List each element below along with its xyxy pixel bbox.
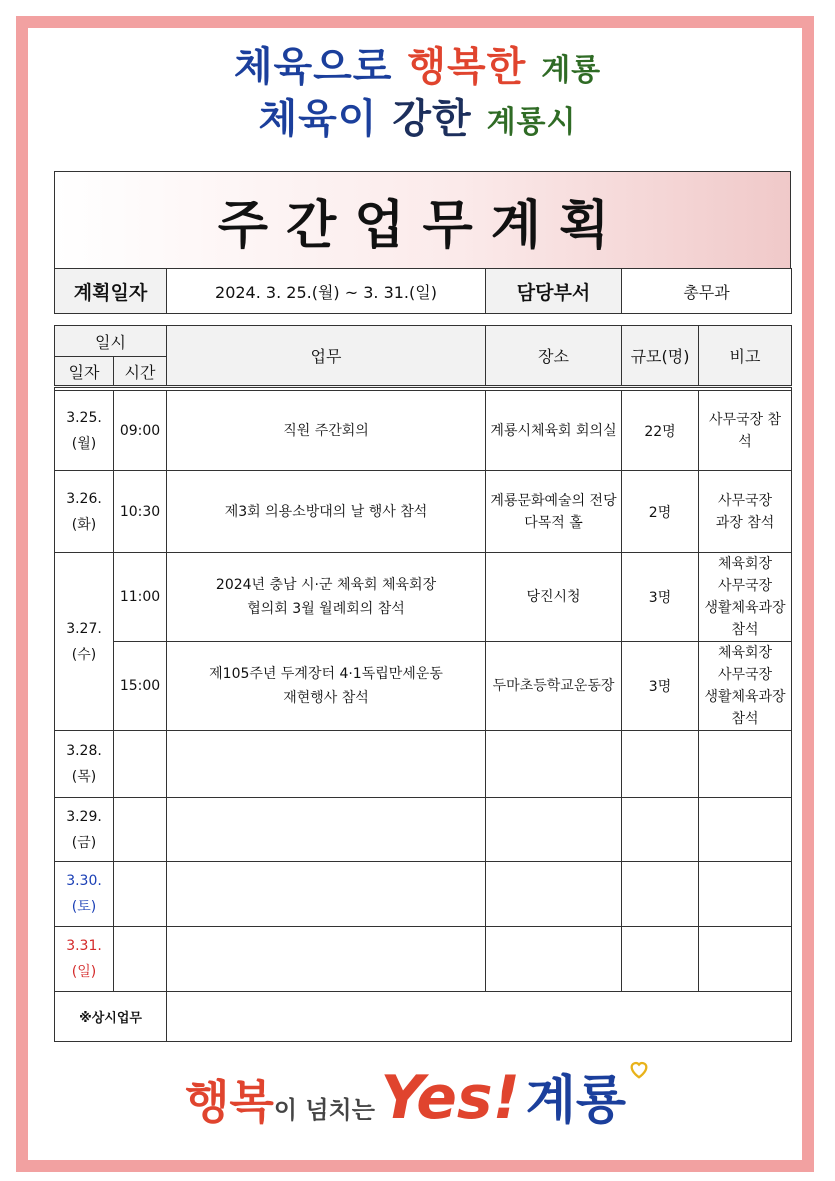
table-row [55,927,792,992]
bottom-slogan-b: 이 넘치는 [273,1096,375,1124]
schedule-table [54,325,792,1042]
row-place: 계룡시체육회 회의실 [486,391,622,471]
table-row [55,731,792,798]
bottom-slogan [0,1058,835,1133]
row-date: 3.27. (수) [55,553,114,731]
row-task: 직원 주간회의 [167,391,486,471]
row-task: 제3회 의용소방대의 날 행사 참석 [167,471,486,553]
row-task: 제105주년 두계장터 4·1독립만세운동 재현행사 참석 [167,642,486,731]
row-note: 사무국장 과장 참석 [699,471,792,553]
row-place: 당진시청 [486,553,622,642]
header-time: 시간 [114,357,167,387]
slogan-2-part-c: 계룡시 [486,105,577,140]
row-scale: 22명 [622,391,699,471]
row-time: 11:00 [114,553,167,642]
row-note: 사무국장 참석 [699,391,792,471]
table-row [55,642,792,731]
routine-label: ※상시업무 [55,992,167,1042]
row-note: 체육회장 사무국장 생활체육과장 참석 [699,642,792,731]
table-row [55,553,792,642]
plan-date-label: 계획일자 [55,269,167,314]
row-scale: 3명 [622,642,699,731]
header-date: 일자 [55,357,114,387]
heart-icon [628,1058,650,1080]
bottom-slogan-a: 행복 [184,1075,274,1129]
row-date: 3.30. (토) [55,862,114,927]
row-date: 3.29. (금) [55,798,114,862]
slogan-2-part-b: 강한 [392,96,472,142]
slogan-1-part-b: 행복한 [407,44,527,90]
table-row [55,862,792,927]
row-date: 3.31. (일) [55,927,114,992]
row-time: 09:00 [114,391,167,471]
row-time: 15:00 [114,642,167,731]
slogan-1-part-c: 계룡 [541,53,602,88]
table-row-routine [55,992,792,1042]
page-title: 주간업무계획 [54,171,791,269]
row-note: 체육회장 사무국장 생활체육과장 참석 [699,553,792,642]
table-row [55,391,792,471]
row-scale: 3명 [622,553,699,642]
info-table [54,268,792,314]
row-date: 3.28. (목) [55,731,114,798]
header-task: 업무 [167,326,486,387]
row-scale: 2명 [622,471,699,553]
header-place: 장소 [486,326,622,387]
bottom-slogan-c: Yes! [380,1063,520,1133]
row-place: 두마초등학교운동장 [486,642,622,731]
header-note: 비고 [699,326,792,387]
slogan-line-2 [0,96,835,146]
row-place: 계룡문화예술의 전당 다목적 홀 [486,471,622,553]
row-date: 3.25. (월) [55,391,114,471]
header-datetime: 일시 [55,326,167,357]
header-scale: 규모(명) [622,326,699,387]
dept-label: 담당부서 [486,269,622,314]
plan-date-value: 2024. 3. 25.(월) ~ 3. 31.(일) [167,269,486,314]
dept-value: 총무과 [622,269,792,314]
row-time: 10:30 [114,471,167,553]
table-row [55,798,792,862]
bottom-slogan-d: 계룡 [525,1071,627,1131]
row-task: 2024년 충남 시·군 체육회 체육회장 협의회 3월 월례회의 참석 [167,553,486,642]
slogan-1-part-a: 체육으로 [233,44,393,90]
slogan-2-part-a: 체육이 [258,96,378,142]
slogan-line-1 [0,44,835,94]
table-row [55,471,792,553]
row-date: 3.26. (화) [55,471,114,553]
